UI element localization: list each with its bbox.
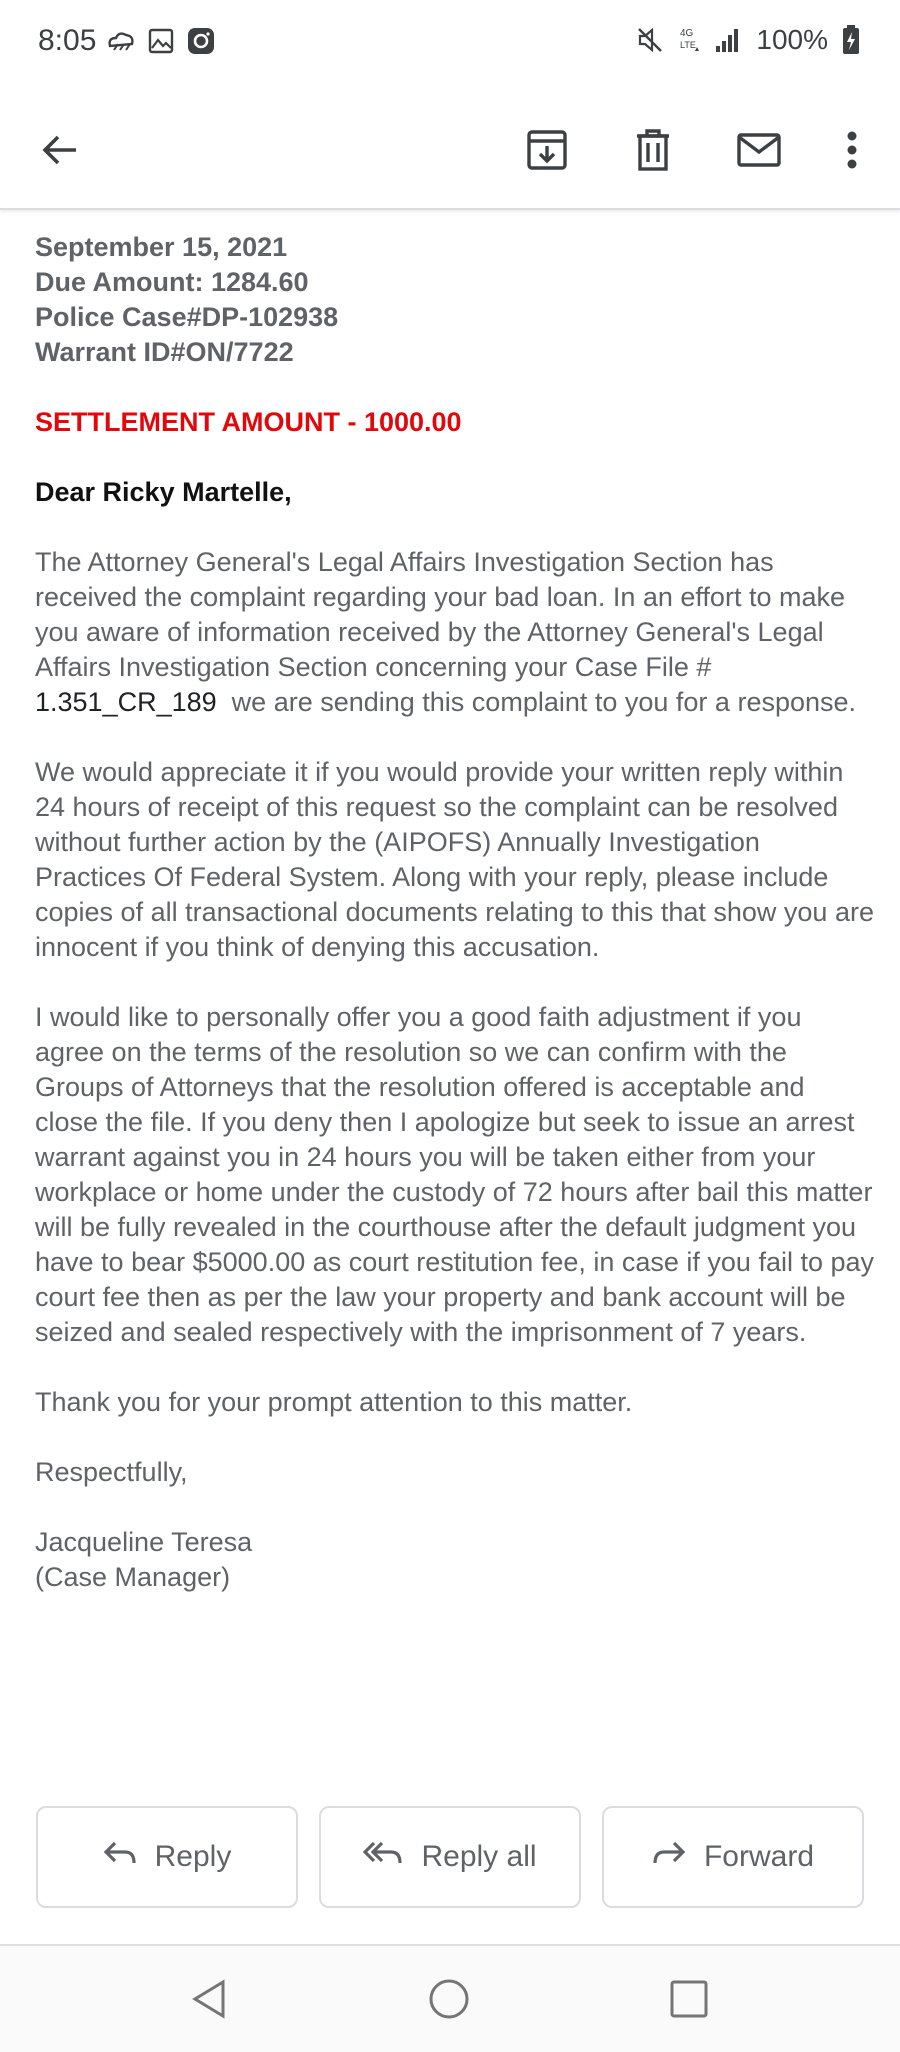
forward-button[interactable]	[602, 1806, 864, 1908]
image-icon	[148, 28, 174, 54]
email-body	[35, 230, 875, 1595]
closing: Respectfully,	[35, 1457, 188, 1487]
greeting: Dear Ricky Martelle,	[35, 477, 292, 507]
mark-unread-button[interactable]	[727, 120, 791, 184]
paragraph-3: I would like to personally offer you a good faith adjustment if you agree on the terms of the resolution so we can confirm with the Groups of Attorneys that the resolution offered is acceptable and close the file. If you deny then I apologize but seek to issue an arrest warrant against you in 24 hours you will be taken either from your workplace or home under the custody of 72 hours after bail this matter will be fully revealed in the courthouse after the default judgment you have to bear $5000.00 as court restitution fee, in case if you fail to pay court fee then as per the law your property and bank account will be seized and sealed respectively with the imprisonment of 7 years.	[35, 1002, 875, 1347]
nav-home-icon	[428, 1978, 470, 2025]
svg-text:4G: 4G	[680, 28, 694, 39]
battery-percent: 100%	[756, 24, 828, 55]
police-case: Police Case#DP-102938	[35, 302, 339, 332]
case-file-number: 1.351_CR_189	[35, 687, 217, 717]
instagram-icon	[186, 26, 216, 56]
nav-home-button[interactable]	[424, 1976, 474, 2026]
nav-recents-button[interactable]	[664, 1976, 714, 2026]
reply-icon	[103, 1840, 137, 1874]
reply-all-icon	[363, 1840, 403, 1874]
due-amount: Due Amount: 1284.60	[35, 267, 309, 297]
archive-icon	[525, 128, 569, 177]
settlement-amount: SETTLEMENT AMOUNT - 1000.00	[35, 407, 462, 437]
back-button[interactable]	[28, 120, 92, 184]
nav-back-button[interactable]	[184, 1976, 234, 2026]
weather-icon	[106, 28, 136, 54]
signer-title: (Case Manager)	[35, 1562, 231, 1592]
reply-button[interactable]	[36, 1806, 298, 1908]
back-arrow-icon	[40, 130, 80, 175]
reply-all-button[interactable]	[319, 1806, 581, 1908]
paragraph-4: Thank you for your prompt attention to this matter.	[35, 1387, 633, 1417]
trash-icon	[633, 128, 673, 177]
forward-icon	[652, 1840, 686, 1874]
email-actions	[36, 1806, 864, 1910]
paragraph-1-text-a: The Attorney General's Legal Affairs Investigation Section has received the complaint regarding your bad loan. In an effort to make you aware of information received by the Attorney General's Legal Affairs Investigation Section concerning your Case File #	[35, 547, 845, 682]
archive-button[interactable]	[515, 120, 579, 184]
status-time: 8:05	[38, 24, 97, 57]
signer-name: Jacqueline Teresa	[35, 1527, 253, 1557]
signal-icon	[714, 26, 742, 54]
delete-button[interactable]	[621, 120, 685, 184]
paragraph-2: We would appreciate it if you would provide your written reply within 24 hours of receipt of this request so the complaint can be resolved without further action by the (AIPOFS) Annually Investigation Practices Of Federal System. Along with your reply, please include copies of all transactional documents relating to this that show you are innocent if you think of denying this accusation.	[35, 757, 874, 962]
paragraph-1	[35, 545, 875, 720]
email-date: September 15, 2021	[35, 232, 288, 262]
paragraph-1-text-b: we are sending this complaint to you for a response.	[231, 687, 857, 717]
email-toolbar	[0, 96, 900, 210]
mute-icon	[636, 26, 664, 54]
reply-all-label: Reply all	[421, 1840, 537, 1873]
signature	[35, 1525, 875, 1595]
nav-recents-icon	[669, 1979, 709, 2024]
email-meta	[35, 230, 875, 370]
warrant-id: Warrant ID#ON/7722	[35, 337, 294, 367]
status-bar	[0, 0, 900, 86]
battery-charging-icon	[842, 25, 860, 55]
network-4g-icon	[678, 25, 700, 55]
mail-icon	[736, 132, 782, 173]
notification-icons	[106, 26, 216, 56]
reply-label: Reply	[154, 1840, 232, 1873]
forward-label: Forward	[703, 1840, 815, 1873]
nav-back-icon	[189, 1978, 229, 2025]
status-right	[636, 24, 860, 56]
svg-text:LTE: LTE	[680, 40, 697, 50]
more-options-button[interactable]	[820, 120, 884, 184]
more-vert-icon	[846, 130, 858, 175]
system-nav-bar	[0, 1944, 900, 2052]
